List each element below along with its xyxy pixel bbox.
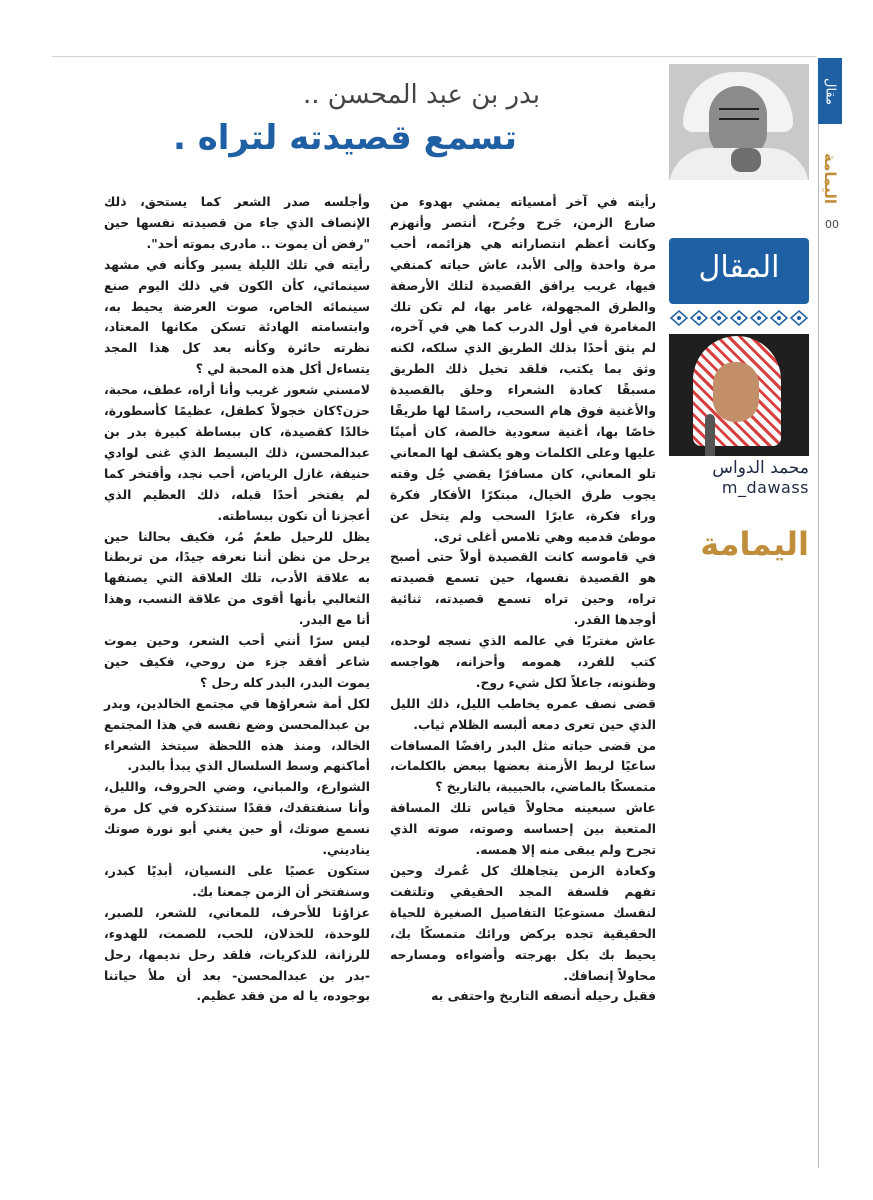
paragraph: رأيته في تلك الليلة يسير وكأنه في مشهد سينمائي، كأن الكون في ذلك اليوم صنع سينمائه الخاص، صوت العرضة يحيط به، وابتسامته الهادئة تسكن مكانها المعتاد، نظرته حائرة وكأنه بعد كل هذا المجد يتساءل أكل هذه المحبة لي ؟ — [104, 256, 370, 377]
paragraph: ليس سرًا أنني أحب الشعر، وحين يموت شاعر أفقد جزء من روحي، فكيف حين يموت البدر، البدر كله رحل ؟ — [104, 633, 370, 690]
paragraph: لكل أمة شعراؤها في مجتمع الخالدين، وبدر بن عبدالمحسن وضع نفسه في هذا المجتمع الخالد، ومنذ هذه اللحظة سيتخذ الشعراء أماكنهم وسط السلسال الذي يبدأ بالبدر. — [104, 695, 370, 774]
article-column-right — [390, 192, 656, 1007]
section-tab: مقال — [818, 58, 842, 124]
paragraph: فقبل رحيله أنصفه التاريخ واحتفى به — [431, 988, 656, 1004]
brand-vertical-logo: اليمامة — [821, 152, 839, 204]
top-rule — [52, 56, 816, 57]
article-column-left — [104, 192, 370, 1007]
paragraph: وأجلسه صدر الشعر كما يستحق، ذلك الإنصاف الذي جاء من قصيدته نفسها حين "رفض أن يموت .. مادرى بموته أحد". — [104, 194, 370, 251]
author-name: محمد الدواس — [712, 458, 809, 478]
sidebar — [669, 64, 809, 563]
paragraph: في قاموسه كانت القصيدة أولاً حتى أصبح هو القصيدة نفسها، حين تسمع قصيدته تراه، وحين تراه تسمع قصيدته، ثنائية أوجدها القدر. — [390, 549, 656, 628]
subject-portrait-photo — [669, 64, 809, 180]
paragraph: لامسني شعور غريب وأنا أراه، عطف، محبة، حزن؟كان خجولاً كطفل، عظيمًا كأسطورة، خالدًا كقصيدة، كان ببساطة كبيرة بدر بن عبدالمحسن، ذلك البسيط الذي غنى لوادي حنيفة، غازل الرياض، أحب نجد، وأفتخر كما لم يفتخر أحدًا قبله، ذلك العظيم الذي أعجزنا أن نكون ببساطته. — [104, 382, 370, 523]
magazine-logo: اليمامة — [700, 525, 809, 563]
paragraph: الشوارع، والمباني، وضي الحروف، والليل، وأنا سنفتقدك، فقدًا سنتذكره في كل مرة نسمع صوتك، أو حين يغني أبو نورة صوتك يناديني. — [104, 779, 370, 858]
paragraph: عاش مغتربًا في عالمه الذي نسجه لوحده، كتب للفرد، همومه وأحزانه، هواجسه وظنونه، جاعلاً لكل شيء روح. — [390, 633, 656, 690]
paragraph: ستكون عصيًا على النسيان، أبديًا كبدر، وسنفتخر أن الزمن جمعنا بك. — [104, 863, 370, 899]
article-title: تسمع قصيدته لتراه . — [172, 118, 517, 158]
article-subtitle: بدر بن عبد المحسن .. — [302, 80, 540, 110]
paragraph: عزاؤنا للأحرف، للمعاني، للشعر، للصبر، للوحدة، للخذلان، للحب، للصمت، للهدوء، للرزانة، للذكريات، فلقد رحل نديمها، رحل -بدر بن عبدالمحسن- بعد أن ملأ حياتنا بوجوده، يا له من فقد عظيم. — [104, 904, 370, 1004]
section-label-box: المقال — [669, 238, 809, 304]
paragraph: قضى نصف عمره يخاطب الليل، ذلك الليل الذي حين تعرى دمعه ألبسه الظلام ثياب. — [390, 695, 656, 732]
paragraph: يظل للرحيل طعمٌ مُر، فكيف بحالنا حين يرحل من نظن أننا نعرفه جيدًا، من تربطنا به علاقة الأدب، تلك العلاقة التي يصنفها الثعالبي بأنها أقوى من علاقة النسب، وهذا أنا مع البدر. — [104, 528, 370, 628]
paragraph: وكعادة الزمن يتجاهلك كل عُمرك وحين تفهم فلسفة المجد الحقيقي وتلتفت لنفسك مستوعبًا التفاصيل الصغيرة للحياة الحقيقية تجده يركض ورائك متمسكًا بك، يحيط بك بكل بهرجته وأضواءه ومسارحه محاولاً إنصافك. — [390, 863, 656, 983]
paragraph: رأيته في آخر أمسياته يمشي بهدوء من صارع الزمن، جَرح وجُرح، أنتصر وأنهزم وكانت أعظم انتصاراته هي هزائمه، أحب مرة واحدة وإلى الأبد، عاش حياته كمنفي فيها، غريب يرافق القصيدة لتلك الأرصفة والطرق المجهولة، غامر بها، لم تكن تلك المغامرة في أول الدرب كما هي في آخره، لم يثق أحدًا بذلك الطريق الذي سلكه، لكنه وثق بما يكتب، فلقد تخيل ذلك الطريق مسبقًا كعادة الشعراء وحلق بالقصيدة والأغنية فوق هام السحب، راسمًا لها طريقًا خاصًا بها، أغنية سعودية خالصة، كان أمينًا عليها وعلى الكلمات وهو يكشف لها المعاني تلو المعاني، كان مسافرًا يقضي جُل وقته يجوب طرق الخيال، مبتكرًا الأفكار فكرة وراء فكرة، عابرًا السحب ولم يتخل عن موطئ قدميه وهي تلامس أغلى ثرى. — [390, 194, 656, 544]
paragraph: عاش سبعينه محاولاً قياس تلك المسافة المتعبة بين إحساسه وصوته، صوته الذي تجرح ولم يبقى منه إلا همسه. — [390, 800, 656, 858]
author-photo — [669, 334, 809, 456]
author-handle: m_dawass — [721, 478, 809, 497]
paragraph: من قضى حياته مثل البدر رافضًا المسافات ساعيًا لربط الأزمنة بعضها ببعض بالكلمات، متمسكًا بالماضي، بالحبيبة، بالتاريخ ؟ — [390, 737, 656, 795]
ornament-divider — [669, 308, 809, 328]
page-number: 00 — [825, 218, 839, 231]
